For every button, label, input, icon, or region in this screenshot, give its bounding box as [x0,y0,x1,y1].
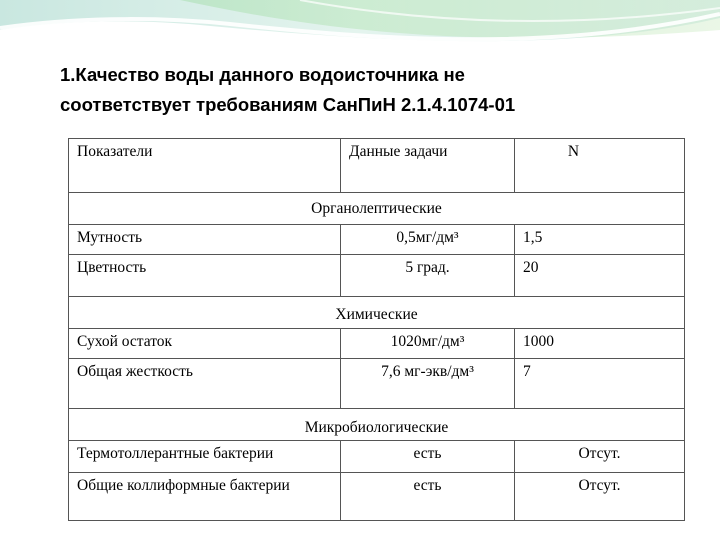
cell-indicator: Термотоллерантные бактерии [69,441,341,473]
table-row [69,473,685,521]
section-row [69,409,685,441]
table-row [69,329,685,359]
cell-norm: Отсут. [515,473,685,521]
cell-norm: 20 [515,255,685,297]
section-row [69,193,685,225]
header-norm: N [515,139,685,193]
section-microbiological: Микробиологические [69,409,685,441]
cell-indicator: Общая жесткость [69,359,341,409]
section-row [69,297,685,329]
water-quality-table [68,138,685,521]
cell-indicator: Мутность [69,225,341,255]
cell-indicator: Цветность [69,255,341,297]
cell-indicator: Общие коллиформные бактерии [69,473,341,521]
table-row [69,441,685,473]
section-organoleptic: Органолептические [69,193,685,225]
cell-task-data: 0,5мг/дм³ [341,225,515,255]
cell-norm: 1,5 [515,225,685,255]
cell-task-data: есть [341,441,515,473]
page-title [60,60,680,120]
title-line-1: 1.Качество воды данного водоисточника не [60,64,465,85]
table-row [69,255,685,297]
table-header-row [69,139,685,193]
cell-norm: Отсут. [515,441,685,473]
cell-task-data: есть [341,473,515,521]
cell-task-data: 1020мг/дм³ [341,329,515,359]
title-line-2: соответствует требованиям СанПиН 2.1.4.1074-01 [60,94,516,115]
header-indicator: Показатели [69,139,341,193]
section-chemical: Химические [69,297,685,329]
cell-indicator: Сухой остаток [69,329,341,359]
header-task-data: Данные задачи [341,139,515,193]
table-row [69,359,685,409]
cell-task-data: 5 град. [341,255,515,297]
cell-norm: 1000 [515,329,685,359]
cell-norm: 7 [515,359,685,409]
table-row [69,225,685,255]
cell-task-data: 7,6 мг-экв/дм³ [341,359,515,409]
